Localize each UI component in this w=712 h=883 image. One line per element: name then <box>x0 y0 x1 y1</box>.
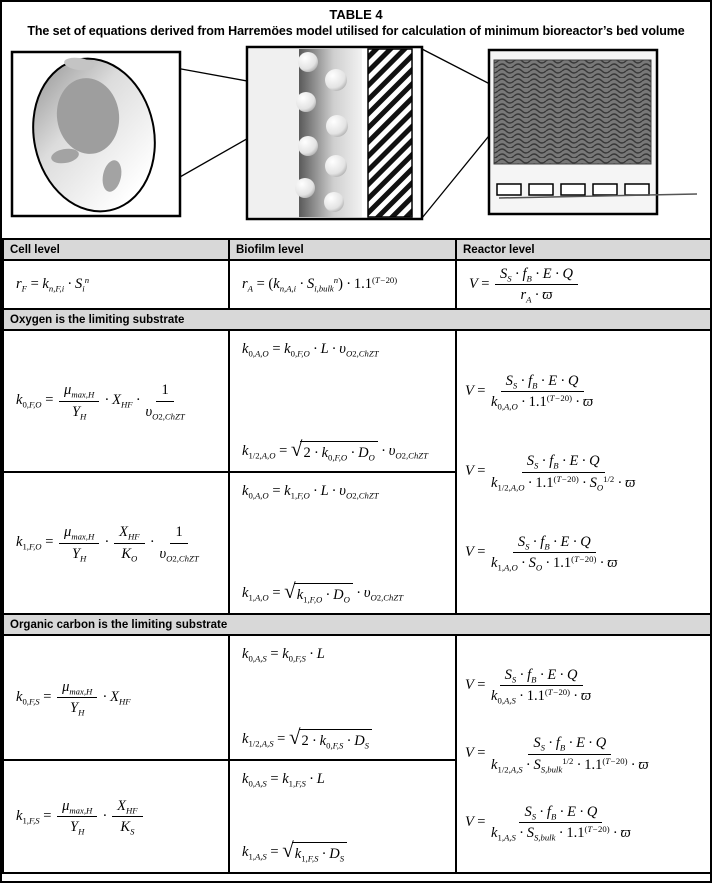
biofilm-level-carbon-first <box>229 760 456 873</box>
reactor-level-carbon <box>456 635 711 873</box>
section-bar-carbon <box>3 614 711 635</box>
equation-rA: $r_A = (k_{n,A,i} \cdot S_{i,bulk}^n) \cdot 1.1^{(T-20)}$ <box>242 275 398 294</box>
equation-V-carbon-zero: V = $\frac{S_S \cdot f_B \cdot E \cdot Q}{k_{0,A,S} \cdot 1.1^{(T-20)} \cdot ϖ}$ <box>465 666 592 706</box>
cell-diagram <box>12 47 180 223</box>
equation-k0FS: $k_{0,F,S}$ = $\frac{\mu_{max,H}}{Y_H}$ · $X_{HF}$ <box>16 678 131 718</box>
equation-V-carbon-half: V = $\frac{S_S \cdot f_B \cdot E \cdot Q}{k_{1/2,A,S} \cdot S_{S,bulk}^{1/2} \cdot 1.1^{(T-20)} \cdot ϖ}$ <box>465 735 649 774</box>
col-header-reactor-level: Reactor level <box>456 239 711 260</box>
equation-k12AS: $k_{1/2,A,S}$ = √ $2 \cdot k_{0,F,S} \cdot D_S$ <box>242 729 451 750</box>
equation-k0AO-first: $k_{0,A,O} = k_{1,F,O} \cdot L \cdot \upsilon_{O2,ChZT}$ <box>242 483 379 501</box>
table-caption: The set of equations derived from Harremöes model utilised for calculation of minimum bioreactor’s bed volume <box>27 24 685 38</box>
section-bar-oxygen <box>3 309 711 330</box>
col-header-biofilm-level: Biofilm level <box>229 239 456 260</box>
equation-V-general: V = $\frac{S_S \cdot f_B \cdot E \cdot Q}{r_A \cdot ϖ}$ <box>469 265 580 304</box>
equation-V-oxygen-first: V = $\frac{S_S \cdot f_B \cdot E \cdot Q}{k_{1,A,O} \cdot S_O \cdot 1.1^{(T-20)} \cdot ϖ}$ <box>465 533 618 573</box>
biofilm-diagram <box>247 47 422 219</box>
equation-table <box>2 238 712 874</box>
equation-k0AO-zero: $k_{0,A,O} = k_{0,F,O} \cdot L \cdot \upsilon_{O2,ChZT}$ <box>242 341 379 359</box>
equation-V-carbon-first: V = $\frac{S_S \cdot f_B \cdot E \cdot Q}{k_{1,A,S} \cdot S_{S,bulk} \cdot 1.1^{(T-20)} \cdot ϖ}$ <box>465 804 631 843</box>
biofilm-level-oxygen-zero <box>229 330 456 472</box>
equation-k0AS-zero: $k_{0,A,S} = k_{0,F,S} \cdot L$ <box>242 645 325 663</box>
caption-block <box>2 2 710 38</box>
biofilm-level-carbon-zero <box>229 635 456 760</box>
equation-k1FS: $k_{1,F,S}$ = $\frac{\mu_{max,H}}{Y_H}$ · $\frac{X_{HF}}{K_S}$ <box>16 797 145 836</box>
biofilm-level-oxygen-first <box>229 472 456 614</box>
col-header-cell-level: Cell level <box>3 239 229 260</box>
table-label: TABLE 4 <box>329 7 383 22</box>
equation-rF: $r_F = k_{n,F,i} \cdot S_i^n$ <box>16 275 90 294</box>
oxygen-row-zero-order <box>3 330 711 472</box>
equation-V-oxygen-half: V = $\frac{S_S \cdot f_B \cdot E \cdot Q}{k_{1/2,A,O} \cdot 1.1^{(T-20)} \cdot S_O^{1/2} \cdot ϖ}$ <box>465 453 636 492</box>
cell-level-oxygen-zero <box>3 330 229 472</box>
cell-level-oxygen-first <box>3 472 229 614</box>
diffusers <box>497 184 649 195</box>
cell-level-carbon-first <box>3 760 229 873</box>
equation-k0FO: $k_{0,F,O}$ = $\frac{\mu_{max,H}}{Y_H}$ · $X_{HF}$ · $\frac{1}{\upsilon_{O2,ChZT}}$ <box>16 382 185 421</box>
reactor-diagram <box>489 50 697 214</box>
equation-k1FO: $k_{1,F,O}$ = $\frac{\mu_{max,H}}{Y_H}$ · $\frac{X_{HF}}{K_O}$ · $\frac{1}{\upsilon_{O2,ChZT}}$ <box>16 524 199 563</box>
section-label-oxygen: Oxygen is the limiting substrate <box>3 309 711 330</box>
equation-V-oxygen-zero: V = $\frac{S_S \cdot f_B \cdot E \cdot Q}{k_{0,A,O} \cdot 1.1^{(T-20)} \cdot ϖ}$ <box>465 373 594 412</box>
section-label-carbon: Organic carbon is the limiting substrate <box>3 614 711 635</box>
general-equations-row <box>3 260 711 309</box>
biofilm-level-general <box>229 260 456 309</box>
equation-k1AO: $k_{1,A,O}$ = √ $k_{1,F,O} \cdot D_O$ · $\upsilon_{O2,ChZT}$ <box>242 578 404 605</box>
equation-k1AS: $k_{1,A,S}$ = √ $k_{1,F,S} \cdot D_S$ <box>242 842 451 863</box>
scale-diagram <box>2 38 710 238</box>
reactor-level-oxygen <box>456 330 711 614</box>
reactor-bed <box>494 60 651 164</box>
bulk-liquid <box>249 49 299 217</box>
cell-level-general <box>3 260 229 309</box>
carbon-row-zero-order <box>3 635 711 760</box>
carrier-wall <box>368 49 412 217</box>
header-row <box>3 239 711 260</box>
equation-k0AS-first: $k_{0,A,S} = k_{1,F,S} \cdot L$ <box>242 770 325 788</box>
cell-level-carbon-zero <box>3 635 229 760</box>
reactor-level-general <box>456 260 711 309</box>
equation-k12AO: $k_{1/2,A,O}$ = √ $2 \cdot k_{0,F,O} \cdot D_O$ · $\upsilon_{O2,ChZT}$ <box>242 436 428 463</box>
